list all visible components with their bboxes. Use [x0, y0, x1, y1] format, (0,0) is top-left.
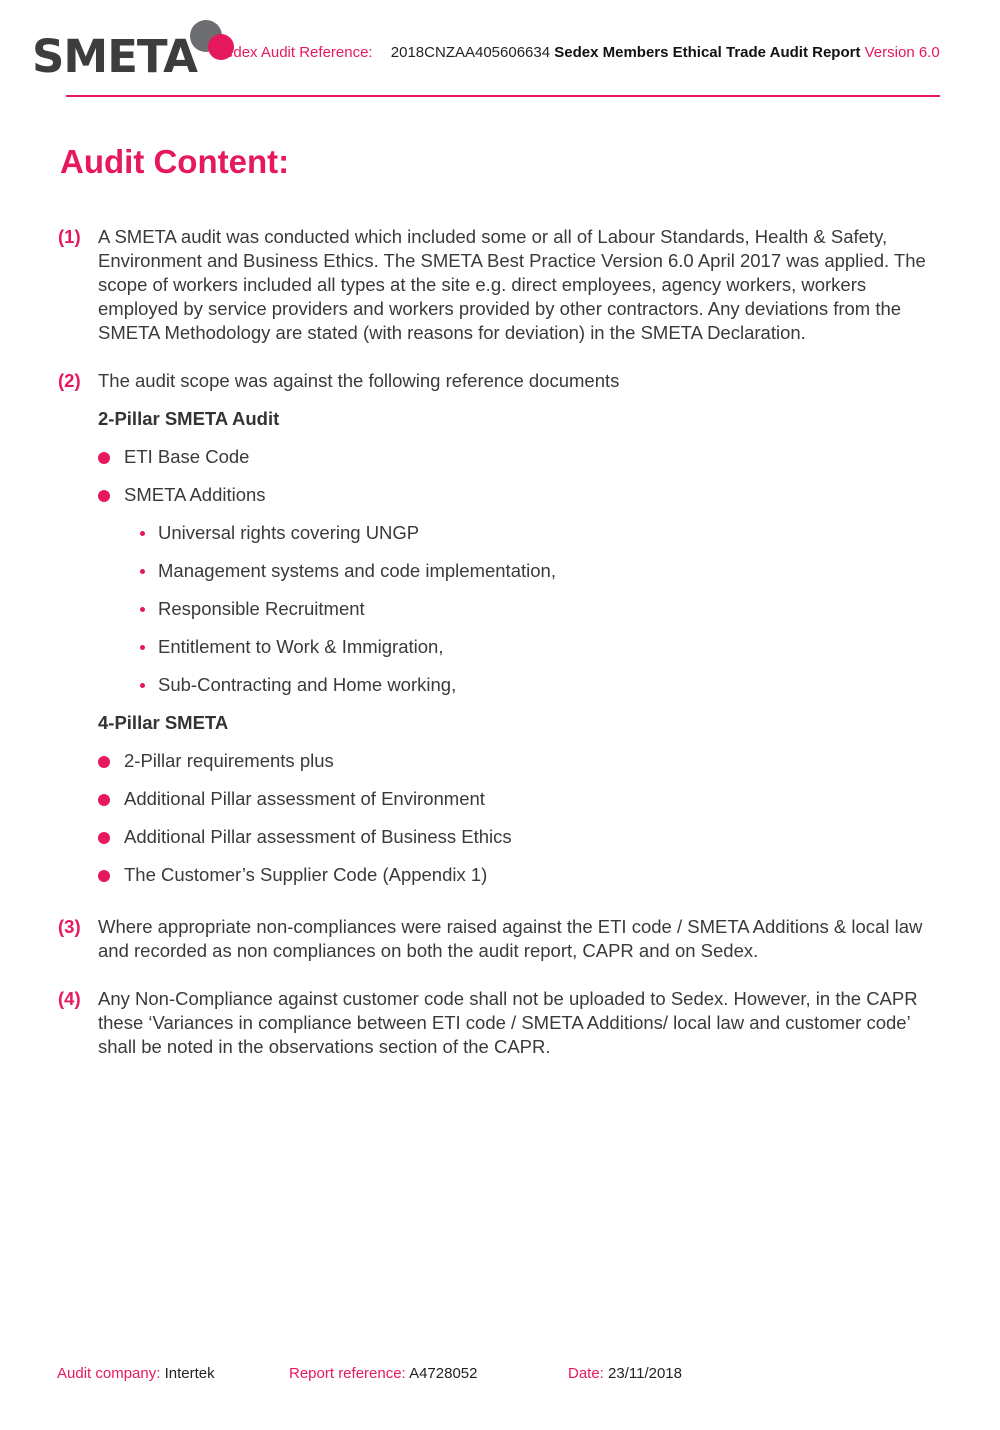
pillar4-heading: 4-Pillar SMETA [98, 712, 229, 733]
date-label: Date: [568, 1365, 604, 1382]
report-reference-value: A4728052 [409, 1365, 478, 1382]
audit-company-value: Intertek [164, 1365, 215, 1382]
section-number: (1) [58, 226, 81, 247]
section-1 [58, 225, 948, 345]
report-title: Sedex Members Ethical Trade Audit Report [554, 44, 861, 61]
section-text: A SMETA audit was conducted which included some or all of Labour Standards, Health & Safety, Environment and Business Ethics. The SMETA Best Practice Version 6.0 April 2017 was applied. The scope of workers included all types at the site e.g. direct employees, agency workers, workers employed by service providers and workers provided by other contractors. Any deviations from the SMETA Methodology are stated (with reasons for deviation) in the SMETA Declaration. [98, 226, 926, 343]
list-item: Universal rights covering UNGP [138, 521, 948, 545]
list-item: Additional Pillar assessment of Business Ethics [98, 825, 948, 849]
list-item: Sub-Contracting and Home working, [138, 673, 948, 697]
footer-date [568, 1365, 682, 1382]
list-item: SMETA Additions [98, 483, 948, 507]
list-item: The Customer’s Supplier Code (Appendix 1) [98, 863, 948, 887]
audit-reference-value: 2018CNZAA405606634 [390, 44, 551, 61]
audit-content-body [58, 225, 948, 1083]
audit-reference-label: Sedex Audit Reference: [215, 44, 373, 61]
footer-audit-company [57, 1365, 215, 1382]
footer-report-reference [289, 1365, 477, 1382]
list-item: Responsible Recruitment [138, 597, 948, 621]
report-reference-label: Report reference: [289, 1365, 406, 1382]
date-value: 23/11/2018 [608, 1365, 682, 1382]
section-number: (3) [58, 916, 81, 937]
section-2 [58, 369, 948, 393]
section-3 [58, 915, 948, 963]
list-item: Management systems and code implementation, [138, 559, 948, 583]
header-divider [66, 95, 940, 97]
pillar2-list [58, 445, 948, 507]
section-number: (2) [58, 370, 81, 391]
section-text: Where appropriate non-compliances were raised against the ETI code / SMETA Additions & local law and recorded as non compliances on both the audit report, CAPR and on Sedex. [98, 916, 923, 961]
list-item: ETI Base Code [98, 445, 948, 469]
section-text: The audit scope was against the following reference documents [98, 370, 620, 391]
section-number: (4) [58, 988, 81, 1009]
logo-text: SMETA [32, 30, 197, 83]
list-item: 2-Pillar requirements plus [98, 749, 948, 773]
page-header [30, 8, 950, 83]
audit-company-label: Audit company: [57, 1365, 161, 1382]
smeta-additions-list [58, 521, 948, 697]
pillar2-heading: 2-Pillar SMETA Audit [98, 408, 280, 429]
header-reference-line [215, 44, 940, 61]
page-title: Audit Content: [60, 143, 290, 180]
report-version: Version 6.0 [864, 44, 940, 61]
section-text: Any Non-Compliance against customer code shall not be uploaded to Sedex. However, in the CAPR these ‘Variances in compliance between ETI code / SMETA Additions/ local law and customer code’ shall be noted in the observations section of the CAPR. [98, 988, 918, 1057]
list-item: Entitlement to Work & Immigration, [138, 635, 948, 659]
section-4 [58, 987, 948, 1059]
smeta-logo [32, 18, 207, 83]
pillar4-list [58, 749, 948, 887]
list-item: Additional Pillar assessment of Environment [98, 787, 948, 811]
